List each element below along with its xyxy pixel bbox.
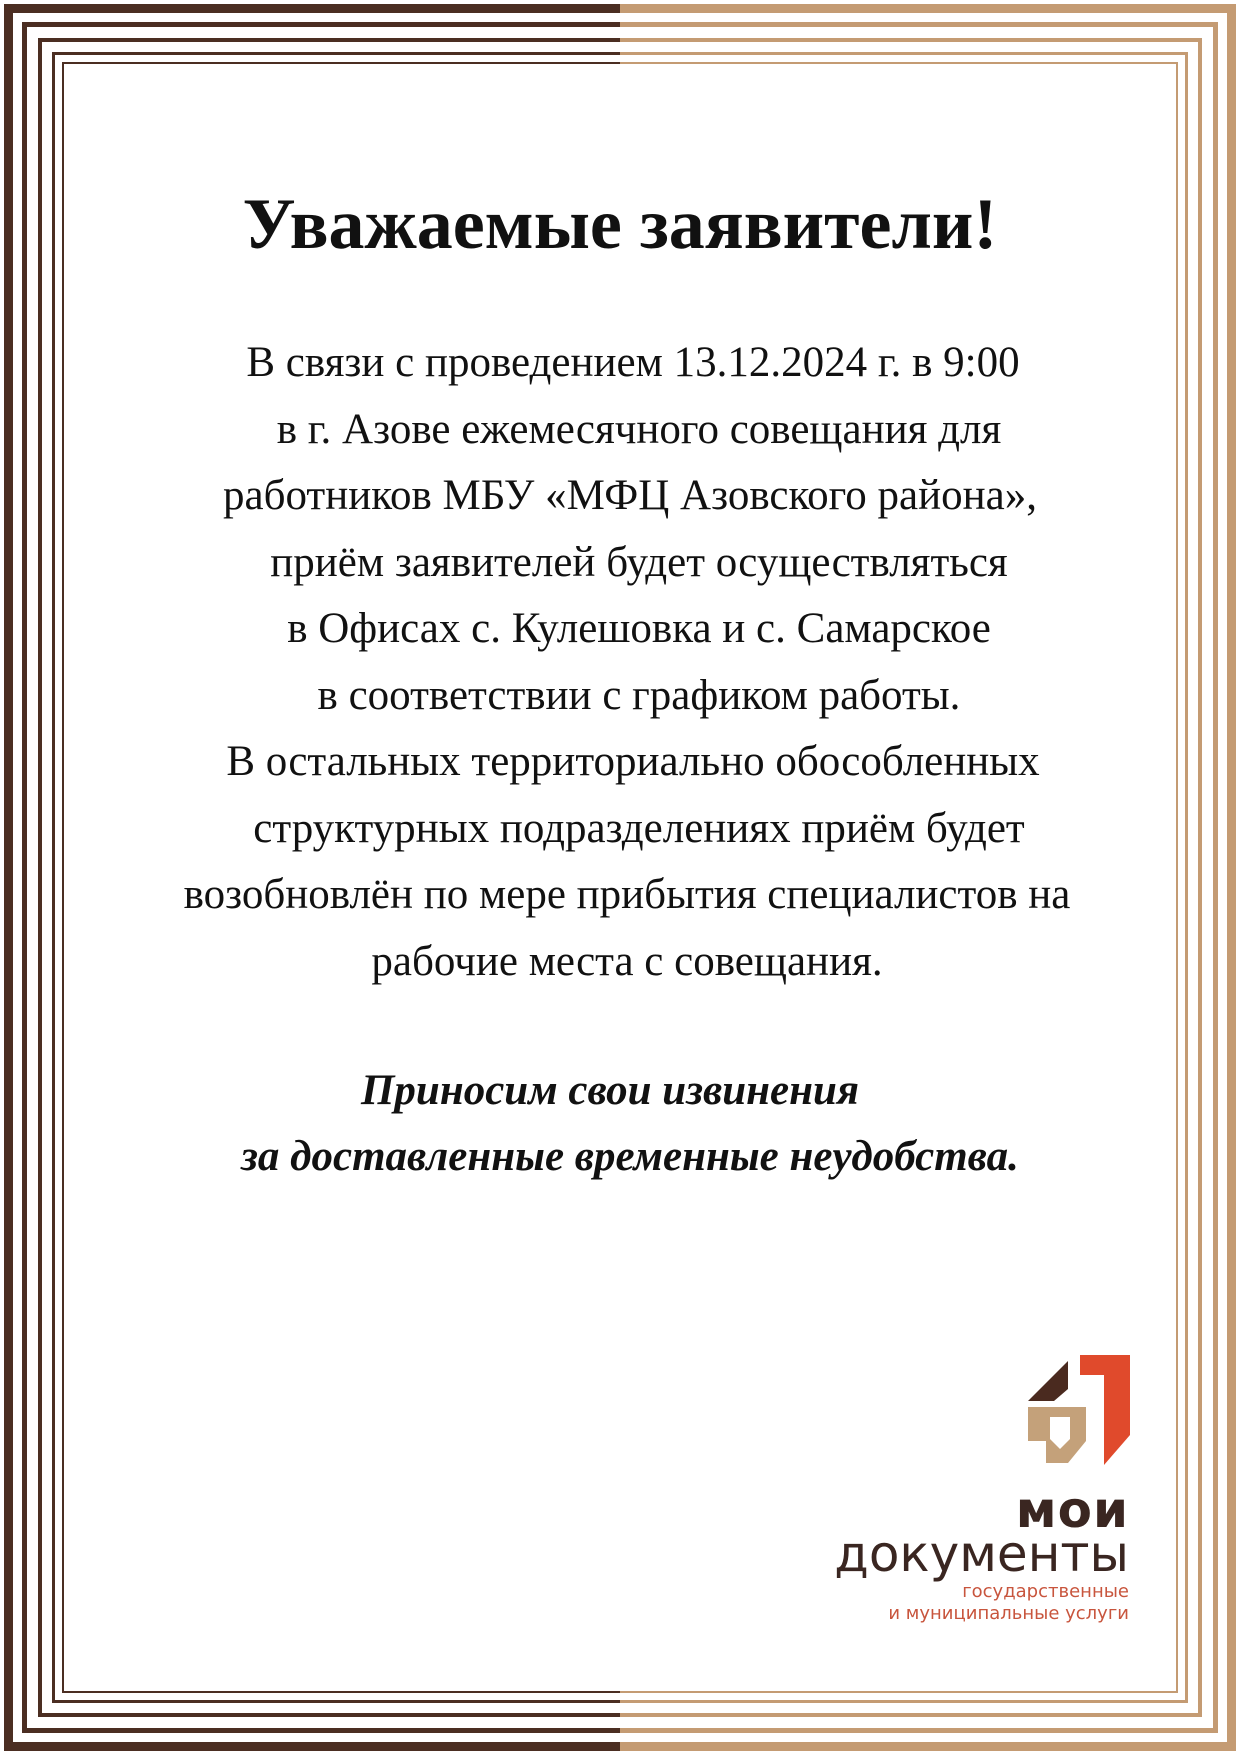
notice-body	[0, 330, 1240, 995]
body-line: В остальных территориально обособленных	[226, 738, 1040, 785]
moi-dokumenty-logo	[745, 1355, 1135, 1624]
body-line: в г. Азове ежемесячного совещания для	[276, 405, 1002, 453]
body-line: рабочие места с совещания.	[371, 937, 883, 985]
notice-title: Уважаемые заявители!	[242, 184, 998, 264]
logo-subtitle-1: государственные	[962, 1581, 1129, 1602]
apology-text	[0, 1058, 1240, 1190]
logo-word-dokumenty: документы	[834, 1525, 1129, 1583]
body-line: возобновлён по мере прибытия специалистов на	[183, 871, 1071, 918]
apology-line: Приносим свои извинения	[360, 1067, 860, 1114]
body-line: приём заявителей будет осуществляться	[270, 538, 1008, 586]
body-line: В связи с проведением 13.12.2024 г. в 9:00	[246, 339, 1020, 386]
logo-mark-icon	[1028, 1355, 1130, 1477]
body-line: структурных подразделениях приём будет	[253, 804, 1025, 852]
body-line: работников МБУ «МФЦ Азовского района»,	[223, 472, 1037, 519]
body-line: в соответствии с графиком работы.	[317, 671, 961, 719]
logo-word-moi: мои	[1015, 1481, 1129, 1539]
apology-line: за доставленные временные неудобства.	[241, 1133, 1019, 1180]
body-line: в Офисах с. Кулешовка и с. Самарское	[287, 605, 991, 652]
logo-subtitle-2: и муниципальные услуги	[888, 1603, 1129, 1624]
